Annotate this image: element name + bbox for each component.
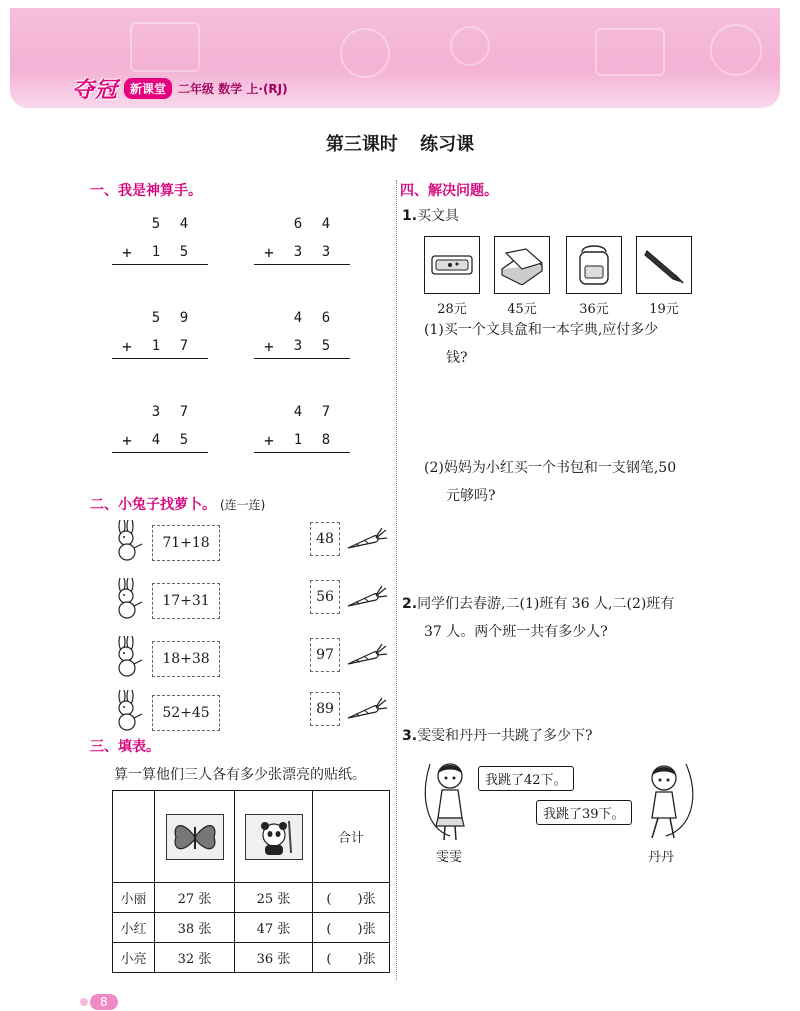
grade-info: 二年级 数学 上·(RJ) (178, 81, 288, 96)
answer-line (112, 358, 208, 359)
operator: + (122, 430, 132, 450)
answer-line (254, 452, 350, 453)
q3-question: 雯雯和丹丹一共跳了多少下? (417, 728, 593, 744)
vertical-addition-5 (112, 398, 232, 454)
rabbit-row-3 (110, 636, 220, 682)
operator: + (122, 336, 132, 356)
butterfly-count: 38 张 (155, 913, 235, 943)
total-header: 合计 (313, 791, 390, 883)
carrot-icon (346, 526, 388, 554)
q3-number: 3. (402, 728, 418, 744)
table-row (113, 883, 390, 913)
top-tens: 6 (293, 216, 303, 232)
operator: + (122, 242, 132, 262)
answer-line (112, 452, 208, 453)
expression-box: 71+18 (152, 525, 220, 561)
student-name: 小红 (113, 913, 155, 943)
q1-sub2 (424, 454, 676, 510)
brand-logo: 夺冠 (72, 77, 119, 103)
rabbit-row-1 (110, 520, 220, 566)
panda-count: 36 张 (235, 943, 313, 973)
vertical-addition-1 (112, 210, 232, 266)
bottom-tens: 3 (293, 244, 303, 260)
name-dandan: 丹丹 (648, 850, 675, 865)
q1-sub1-line2: 钱? (446, 350, 468, 366)
rabbit-icon (110, 578, 146, 624)
q1-title (402, 202, 459, 230)
table-corner-cell (113, 791, 155, 883)
bottom-ones: 5 (179, 432, 189, 448)
bottom-tens: 1 (151, 338, 161, 354)
carrot-answer-box: 97 (310, 638, 340, 672)
total-blank[interactable]: ( )张 (313, 913, 390, 943)
section2-title: 二、小兔子找萝卜。 (90, 497, 216, 513)
item-price: 28元 (437, 302, 467, 317)
carrot-icon (346, 696, 388, 724)
lesson-title (0, 130, 800, 156)
top-ones: 7 (179, 404, 189, 420)
vertical-addition-6 (254, 398, 374, 454)
top-ones: 7 (321, 404, 331, 420)
fountain-pen-icon (636, 236, 692, 294)
student-name: 小亮 (113, 943, 155, 973)
vertical-addition-4 (254, 304, 374, 360)
dictionary-icon (494, 236, 550, 294)
q1-number: 1. (402, 208, 418, 224)
bottom-tens: 1 (293, 432, 303, 448)
bottom-ones: 7 (179, 338, 189, 354)
brand (72, 74, 288, 102)
operator: + (264, 242, 274, 262)
panda-sticker-icon (245, 814, 303, 860)
top-tens: 5 (151, 216, 161, 232)
answer-line (254, 264, 350, 265)
answer-line (112, 264, 208, 265)
operator: + (264, 336, 274, 356)
rabbit-row-2 (110, 578, 220, 624)
girl-wenwen-icon (420, 756, 480, 846)
speech-bubble-right: 我跳了39下。 (536, 800, 632, 825)
column-divider (396, 180, 397, 980)
top-ones: 9 (179, 310, 189, 326)
rabbit-icon (110, 520, 146, 566)
total-blank[interactable]: ( )张 (313, 883, 390, 913)
q1-sub2-line1: (2)妈妈为小红买一个书包和一支钢笔,50 (424, 460, 677, 476)
rabbit-icon (110, 690, 146, 736)
page-number: 8 (90, 994, 118, 1010)
table-row (113, 943, 390, 973)
sticker-table (112, 790, 390, 973)
carrot-answer-box: 89 (310, 692, 340, 726)
butterfly-count: 27 张 (155, 883, 235, 913)
lesson-title-a: 第三课时 (325, 134, 398, 155)
item-price: 36元 (579, 302, 609, 317)
butterfly-sticker-icon (166, 814, 224, 860)
q1-sub1 (424, 316, 658, 372)
q1-title-text: 买文具 (417, 208, 460, 224)
bottom-ones: 5 (321, 338, 331, 354)
pencil-box-icon (424, 236, 480, 294)
q1-sub1-line1: (1)买一个文具盒和一本字典,应付多少 (424, 322, 659, 338)
page-header (10, 8, 780, 108)
bottom-tens: 3 (293, 338, 303, 354)
section2-heading (90, 494, 265, 514)
vertical-addition-2 (254, 210, 374, 266)
table-header-row (113, 791, 390, 883)
student-name: 小丽 (113, 883, 155, 913)
expression-box: 18+38 (152, 641, 220, 677)
operator: + (264, 430, 274, 450)
section2-note: (连一连) (220, 498, 266, 512)
answer-line (254, 358, 350, 359)
top-ones: 4 (179, 216, 189, 232)
item-price: 19元 (649, 302, 679, 317)
bottom-ones: 3 (321, 244, 331, 260)
panda-count: 47 张 (235, 913, 313, 943)
girl-dandan-icon (630, 756, 700, 846)
brand-name: 新课堂 (124, 78, 172, 99)
carrot-icon (346, 642, 388, 670)
q2-number: 2. (402, 596, 418, 612)
top-tens: 5 (151, 310, 161, 326)
name-wenwen: 雯雯 (436, 850, 463, 865)
butterfly-header (155, 791, 235, 883)
top-tens: 3 (151, 404, 161, 420)
butterfly-count: 32 张 (155, 943, 235, 973)
top-tens: 4 (293, 310, 303, 326)
carrot-icon (346, 584, 388, 612)
section3-heading: 三、填表。 (90, 739, 160, 755)
rabbit-icon (110, 636, 146, 682)
top-ones: 4 (321, 216, 331, 232)
item-price: 45元 (507, 302, 537, 317)
q2-text (402, 590, 674, 646)
q2-line1: 同学们去春游,二(1)班有 36 人,二(2)班有 (417, 596, 675, 612)
q1-sub2-line2: 元够吗? (446, 488, 496, 504)
bottom-tens: 4 (151, 432, 161, 448)
total-blank[interactable]: ( )张 (313, 943, 390, 973)
rabbit-row-4 (110, 690, 220, 736)
vertical-addition-3 (112, 304, 232, 360)
q3-text (402, 722, 593, 750)
section3-intro: 算一算他们三人各有多少张漂亮的贴纸。 (114, 767, 366, 783)
expression-box: 17+31 (152, 583, 220, 619)
bottom-ones: 8 (321, 432, 331, 448)
page-dot-decoration (80, 998, 88, 1006)
bottom-ones: 5 (179, 244, 189, 260)
panda-header (235, 791, 313, 883)
section1-heading: 一、我是神算手。 (90, 183, 202, 199)
bottom-tens: 1 (151, 244, 161, 260)
speech-bubble-left: 我跳了42下。 (478, 766, 574, 791)
panda-count: 25 张 (235, 883, 313, 913)
top-ones: 6 (321, 310, 331, 326)
q2-line2: 37 人。两个班一共有多少人? (424, 624, 608, 640)
carrot-answer-box: 56 (310, 580, 340, 614)
lesson-title-b: 练习课 (420, 134, 475, 155)
expression-box: 52+45 (152, 695, 220, 731)
section4-heading: 四、解决问题。 (400, 183, 498, 199)
schoolbag-icon (566, 236, 622, 294)
top-tens: 4 (293, 404, 303, 420)
carrot-answer-box: 48 (310, 522, 340, 556)
table-row (113, 913, 390, 943)
